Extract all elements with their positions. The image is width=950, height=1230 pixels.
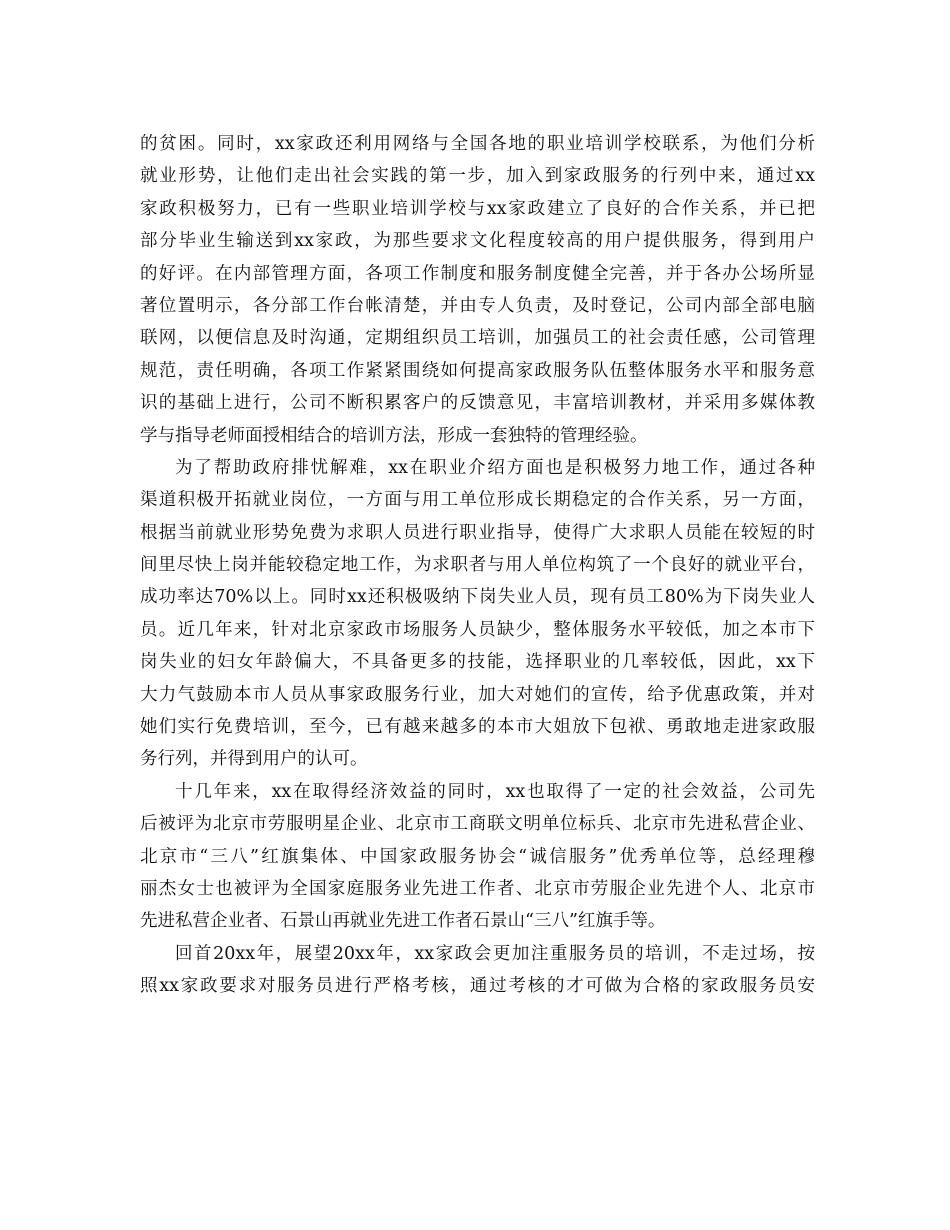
text-line: 务行列，并得到用户的认可。 [140, 749, 368, 770]
text-line: 丽杰女士也被评为全国家庭服务业先进工作者、北京市劳服企业先进个人、北京市 [140, 878, 815, 899]
text-line: 照xx家政要求对服务员进行严格考核，通过考核的才可做为合格的家政服务员安 [140, 976, 815, 997]
text-line: 员。近几年来，针对北京家政市场服务人员缺少，整体服务水平较低，加之本市下 [140, 619, 815, 640]
text-line: 间里尽快上岗并能较稳定地工作，为求职者与用人单位构筑了一个良好的就业平台， [140, 555, 815, 576]
text-line: 先进私营企业者、石景山再就业先进工作者石景山“三八”红旗手等。 [140, 911, 666, 932]
paragraph [140, 938, 815, 1003]
paragraph [140, 128, 815, 452]
text-line: 部分毕业生输送到xx家政，为那些要求文化程度较高的用户提供服务，得到用户 [140, 231, 815, 252]
text-line: 回首20xx年，展望20xx年，xx家政会更加注重服务员的培训，不走过场，按 [175, 943, 815, 964]
text-line: 的贫困。同时，xx家政还利用网络与全国各地的职业培训学校联系，为他们分析 [140, 134, 815, 154]
text-line: 大力气鼓励本市人员从事家政服务行业，加大对她们的宣传，给予优惠政策，并对 [140, 684, 815, 705]
text-line: 著位置明示，各分部工作台帐清楚，并由专人负责，及时登记，公司内部全部电脑 [140, 295, 815, 316]
text-line: 岗失业的妇女年龄偏大，不具备更多的技能，选择职业的几率较低，因此，xx下 [140, 652, 815, 673]
text-line: 联网，以便信息及时沟通，定期组织员工培训，加强员工的社会责任感，公司管理 [140, 328, 815, 349]
paragraph [140, 452, 815, 776]
text-line: 根据当前就业形势免费为求职人员进行职业指导，使得广大求职人员能在较短的时 [140, 522, 815, 543]
text-line: 十几年来，xx在取得经济效益的同时，xx也取得了一定的社会效益，公司先 [175, 781, 815, 802]
text-line: 为了帮助政府排忧解难，xx在职业介绍方面也是积极努力地工作，通过各种 [175, 457, 815, 478]
text-line: 她们实行免费培训，至今，已有越来越多的本市大姐放下包袱、勇敢地走进家政服 [140, 717, 815, 738]
text-line: 成功率达70%以上。同时xx还积极吸纳下岗失业人员，现有员工80%为下岗失业人 [140, 587, 815, 608]
document-body [140, 128, 815, 1003]
text-line: 规范，责任明确，各项工作紧紧围绕如何提高家政服务队伍整体服务水平和服务意 [140, 360, 815, 381]
text-line: 渠道积极开拓就业岗位，一方面与用工单位形成长期稳定的合作关系，另一方面， [140, 490, 815, 511]
text-line: 就业形势，让他们走出社会实践的第一步，加入到家政服务的行列中来，通过xx [140, 166, 815, 187]
paragraph [140, 776, 815, 938]
text-line: 后被评为北京市劳服明星企业、北京市工商联文明单位标兵、北京市先进私营企业、 [140, 814, 815, 835]
text-line: 家政积极努力，已有一些职业培训学校与xx家政建立了良好的合作关系，并已把 [140, 198, 815, 219]
text-line: 学与指导老师面授相结合的培训方法，形成一套独特的管理经验。 [140, 425, 648, 446]
text-line: 识的基础上进行，公司不断积累客户的反馈意见，丰富培训教材，并采用多媒体教 [140, 393, 815, 414]
text-line: 北京市“三八”红旗集体、中国家政服务协会“诚信服务”优秀单位等，总经理穆 [140, 846, 815, 867]
text-line: 的好评。在内部管理方面，各项工作制度和服务制度健全完善，并于各办公场所显 [140, 263, 815, 284]
